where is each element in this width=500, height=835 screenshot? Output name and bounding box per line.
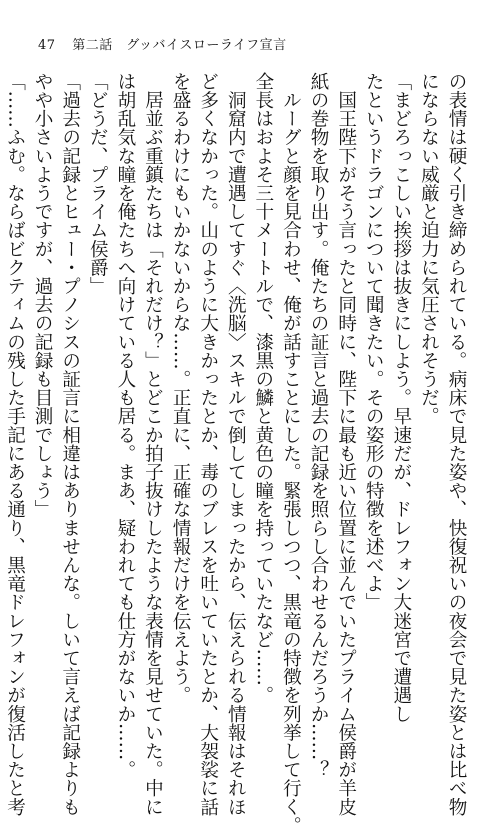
text-line: 「……ふむ。ならばビクティムの残した手記にある通り、黒竜ドレフォンが復活したと考 <box>4 72 26 816</box>
text-line: 「まどろっこしい挨拶は抜きにしよう。早速だが、ドレフォン大迷宮で遭遇し <box>390 72 412 723</box>
text-line: は胡乱気な瞳を俺たちへ向けている人も居る。まあ、疑われても仕方がないか……。 <box>114 72 136 779</box>
running-header <box>38 38 287 54</box>
text-line: たというドラゴンについて聞きたい。その姿形の特徴を述べよ」 <box>363 72 385 612</box>
page-number: 47 <box>38 38 56 53</box>
text-line: 国王陛下がそう言ったと同時に、陛下に最も近い位置に並んでいたプライム侯爵が羊皮 <box>335 72 357 816</box>
text-line: 「過去の記録とヒュー・プノシスの証言に相違はありませんな。しいて言えば記録よりも <box>59 72 81 816</box>
text-line: 全長はおよそ三十メートルで、漆黒の鱗と黄色の瞳を持っていたなど……。 <box>252 72 274 705</box>
text-line: 洞窟内で遭遇してすぐ〈洗脳〉スキルで倒してしまったから、伝えられる情報はそれほ <box>225 72 247 816</box>
text-line: の表情は硬く引き締められている。病床で見た姿や、快復祝いの夜会で見た姿とは比べ物 <box>446 72 467 816</box>
text-line: ど多くなかった。山のように大きかったとか、毒のブレスを吐いていたとか、大袈裟に話 <box>197 72 219 816</box>
text-line: 紙の巻物を取り出す。俺たちの証言と過去の記録を照らし合わせるんだろうか……？ <box>308 72 330 779</box>
text-line: やや小さいようですが、過去の記録も目測でしょう」 <box>32 72 54 519</box>
body-text <box>4 72 470 835</box>
text-line: 居並ぶ重鎮たちは「それだけ？」とどこか拍子抜けしたような表情を見せていた。中に <box>142 72 164 816</box>
text-line: ルーグと顔を見合わせ、俺が話すことにした。緊張しつつ、黒竜の特徴を列挙して行く。 <box>280 72 302 835</box>
text-line: を盛るわけにもいかないからな……。正直に、正確な情報だけを伝えよう。 <box>170 72 192 705</box>
text-line: にならない威厳と迫力に気圧されそうだ。 <box>418 72 440 426</box>
text-line: 「どうだ、プライム侯爵」 <box>87 72 109 296</box>
chapter-title: 第二話 グッバイスローライフ宣言 <box>72 38 287 53</box>
